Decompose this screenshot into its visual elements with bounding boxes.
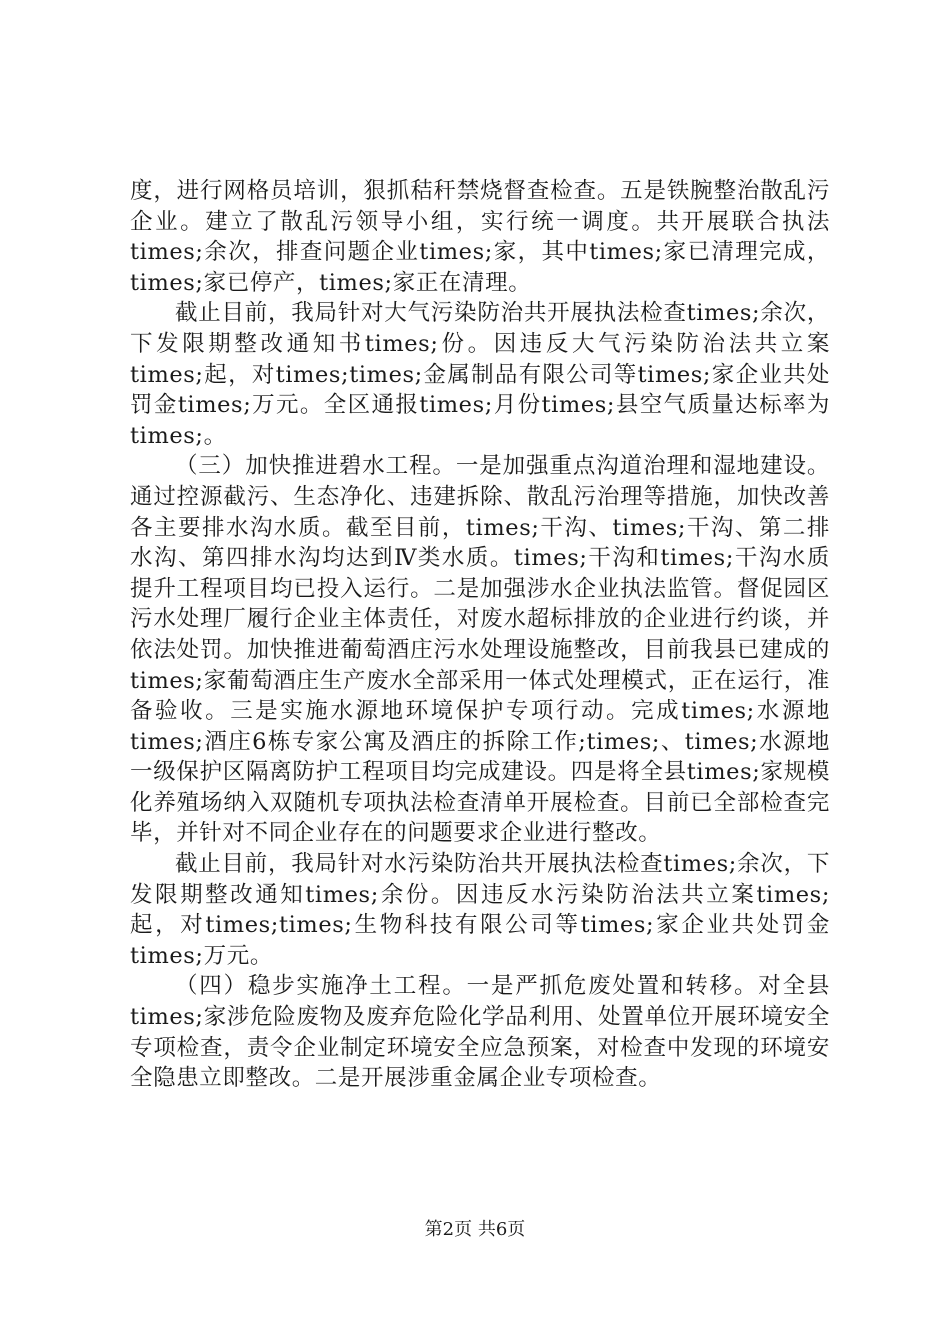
paragraph-4: 截止目前，我局针对水污染防治共开展执法检查times;余次，下发限期整改通知times;余份。因违反水污染防治法共立案times;起，对times;times;生物科技有限公司等times;家企业共处罚金times;万元。 <box>130 851 830 969</box>
paragraph-1: 度，进行网格员培训，狠抓秸秆禁烧督查检查。五是铁腕整治散乱污企业。建立了散乱污领导小组，实行统一调度。共开展联合执法times;余次，排查问题企业times;家，其中times;家已清理完成，times;家已停产，times;家正在清理。 <box>130 178 830 296</box>
paragraph-5: （四）稳步实施净土工程。一是严抓危废处置和转移。对全县times;家涉危险废物及废弃危险化学品利用、处置单位开展环境安全专项检查，责令企业制定环境安全应急预案，对检查中发现的环境安全隐患立即整改。二是开展涉重金属企业专项检查。 <box>130 973 830 1092</box>
page-footer: 第2页 共6页 <box>424 1219 526 1240</box>
paragraph-2: 截止目前，我局针对大气污染防治共开展执法检查times;余次，下发限期整改通知书times;份。因违反大气污染防治法共立案times;起，对times;times;金属制品有限公司等times;家企业共处罚金times;万元。全区通报times;月份times;县空气质量达标率为times;。 <box>130 300 830 449</box>
paragraph-3: （三）加快推进碧水工程。一是加强重点沟道治理和湿地建设。通过控源截污、生态净化、违建拆除、散乱污治理等措施，加快改善各主要排水沟水质。截至目前，times;干沟、times;干沟、第二排水沟、第四排水沟均达到Ⅳ类水质。times;干沟和times;干沟水质提升工程项目均已投入运行。二是加强涉水企业执法监管。督促园区污水处理厂履行企业主体责任，对废水超标排放的企业进行约谈，并依法处罚。加快推进葡萄酒庄污水处理设施整改，目前我县已建成的times;家葡萄酒庄生产废水全部采用一体式处理模式，正在运行，准备验收。三是实施水源地环境保护专项行动。完成times;水源地times;酒庄6栋专家公寓及酒庄的拆除工作;times;、times;水源地一级保护区隔离防护工程项目均完成建设。四是将全县times;家规模化养殖场纳入双随机专项执法检查清单开展检查。目前已全部检查完毕，并针对不同企业存在的问题要求企业进行整改。 <box>130 453 830 847</box>
document-body <box>130 176 830 1094</box>
